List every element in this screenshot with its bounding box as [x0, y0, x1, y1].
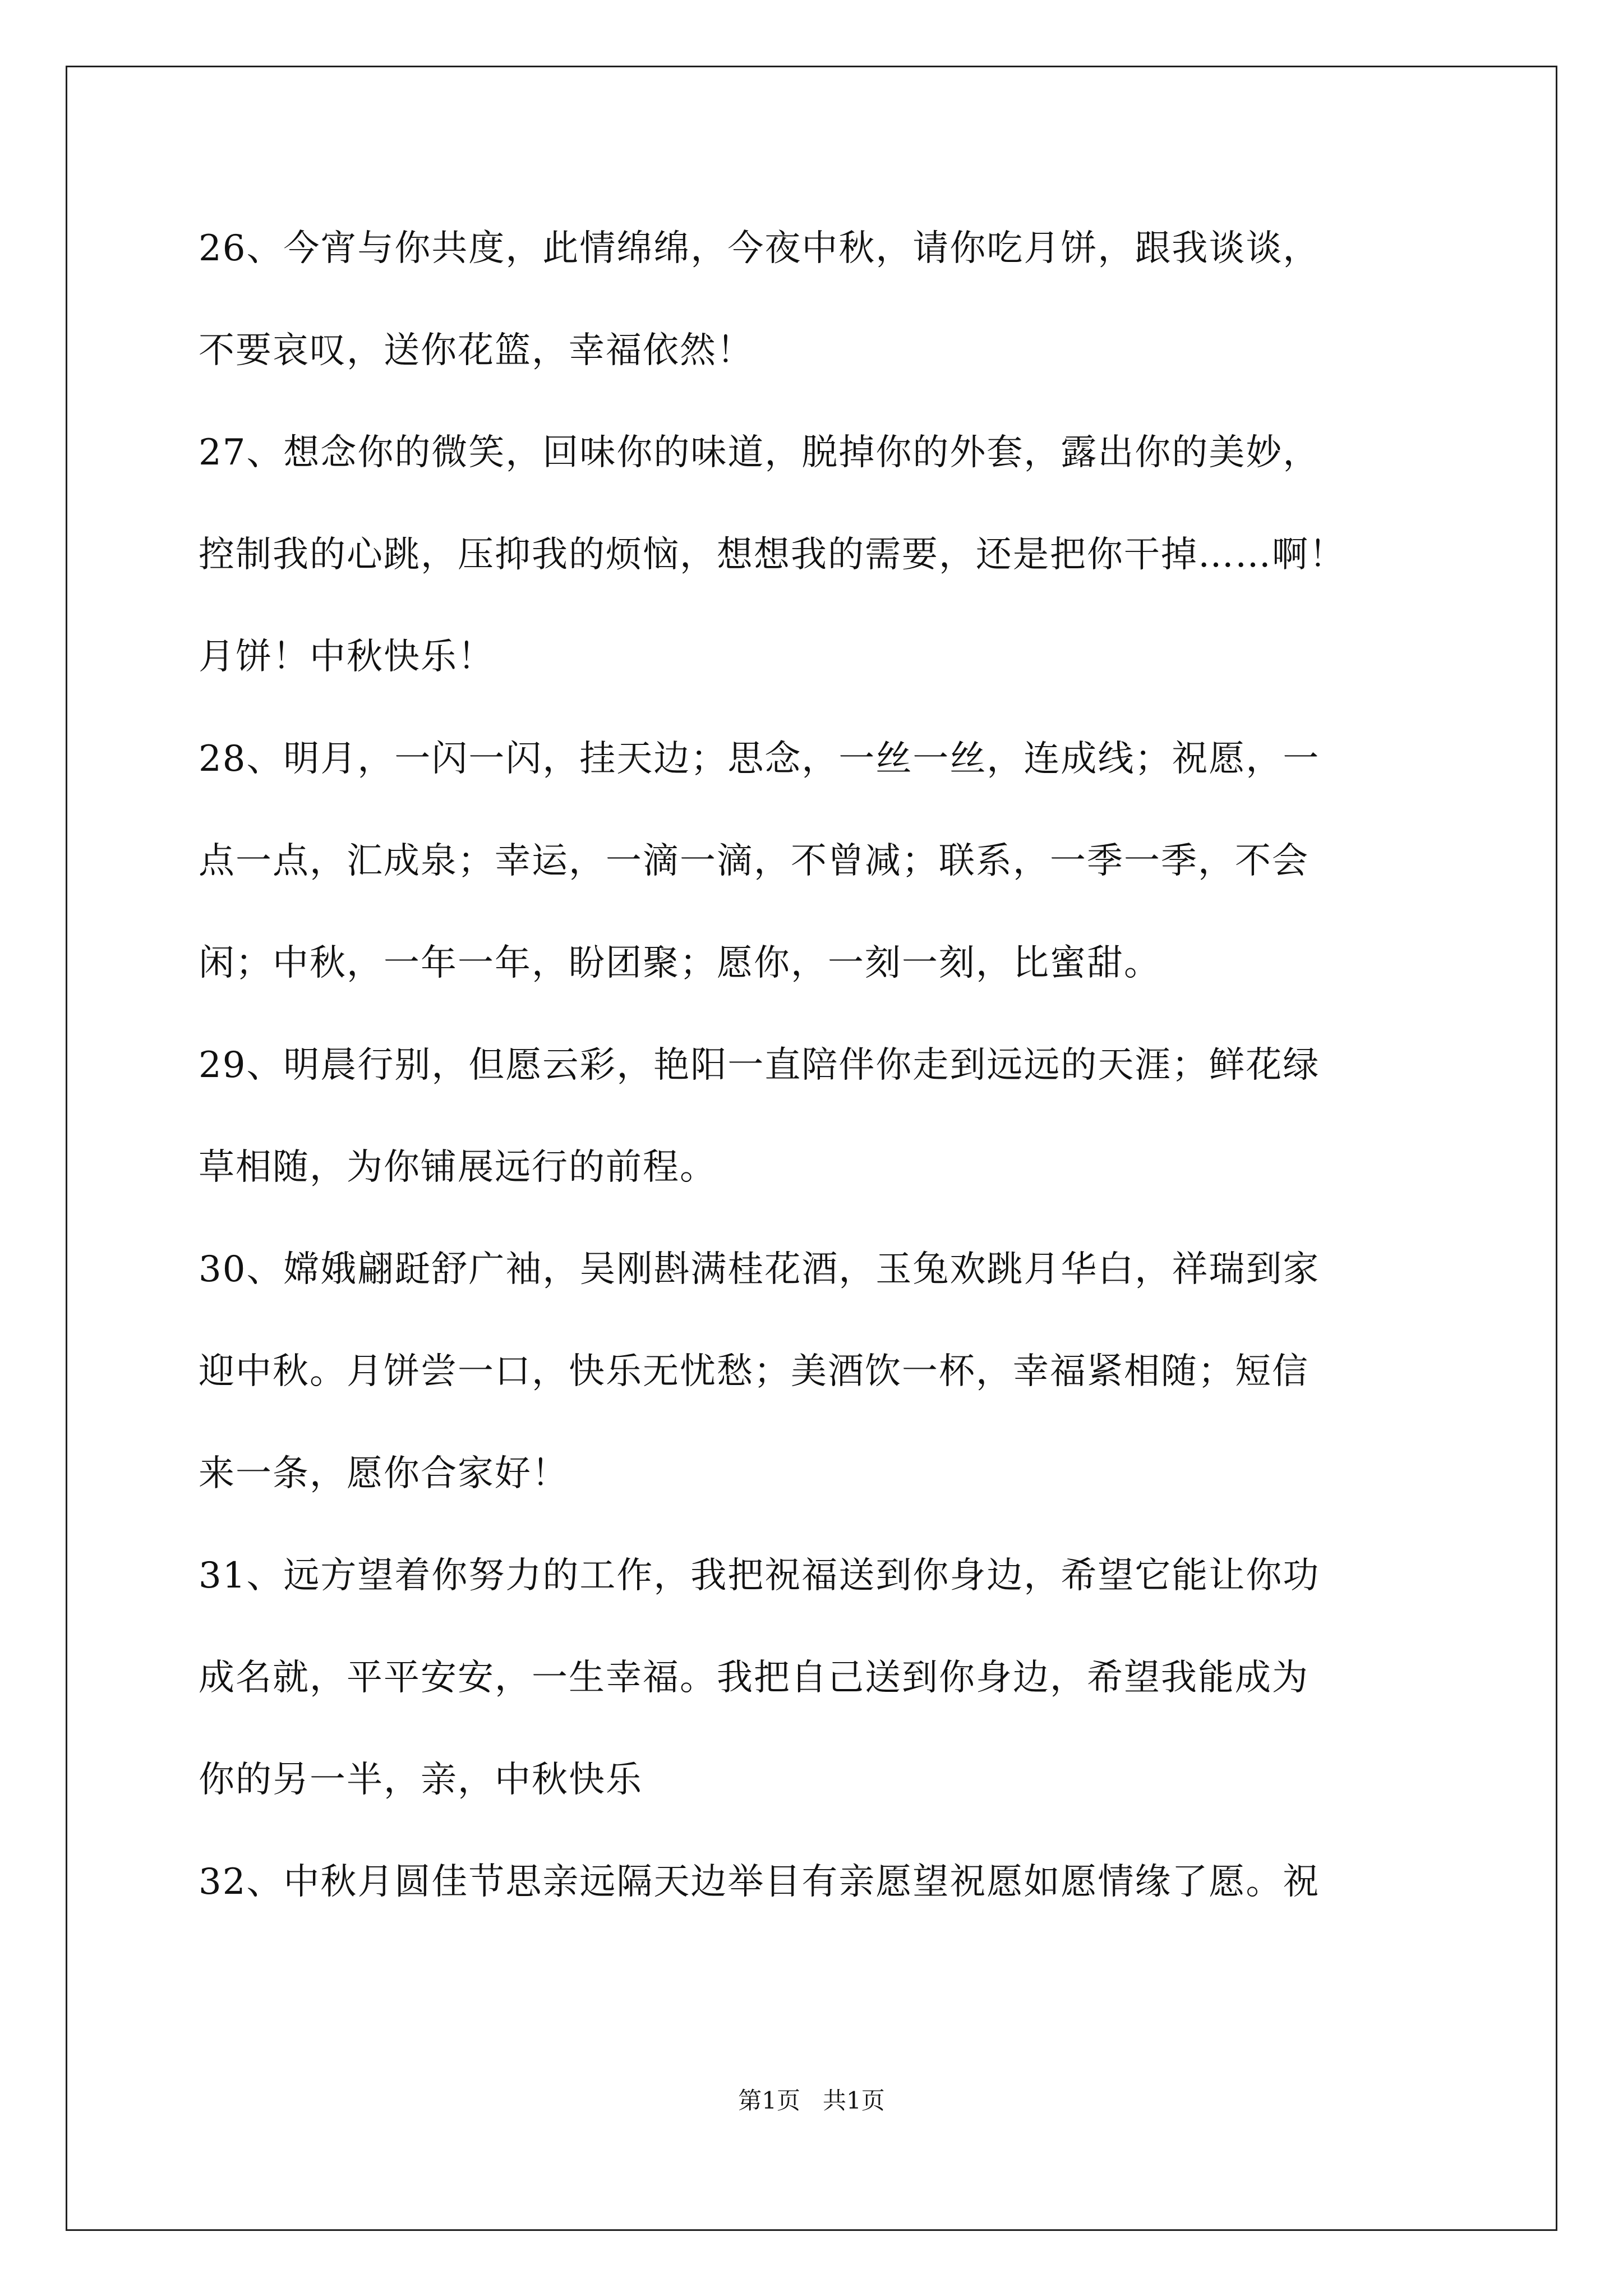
- document-body: [199, 197, 1455, 1933]
- page-number-footer: 第1页 共1页: [738, 2087, 885, 2114]
- text-line: 点一点，汇成泉；幸运，一滴一滴，不曾减；联系，一季一季，不会: [199, 840, 1309, 882]
- text-line: 闲；中秋，一年一年，盼团聚；愿你，一刻一刻，比蜜甜。: [199, 942, 1161, 984]
- text-line: 31、远方望着你努力的工作，我把祝福送到你身边，希望它能让你功: [199, 1555, 1320, 1596]
- text-line: 28、明月，一闪一闪，挂天边；思念，一丝一丝，连成线；祝愿，一: [199, 738, 1320, 780]
- text-line: 32、中秋月圆佳节思亲远隔天边举目有亲愿望祝愿如愿情缘了愿。祝: [199, 1861, 1320, 1903]
- text-line: 草相随，为你铺展远行的前程。: [199, 1147, 717, 1188]
- text-line: 月饼！中秋快乐！: [199, 636, 495, 678]
- text-line: 你的另一半，亲，中秋快乐: [199, 1759, 643, 1801]
- text-line: 26、今宵与你共度，此情绵绵，今夜中秋，请你吃月饼，跟我谈谈，: [199, 228, 1320, 269]
- text-line: 控制我的心跳，压抑我的烦恼，想想我的需要，还是把你干掉……啊！: [199, 534, 1346, 576]
- text-line: 30、嫦娥翩跹舒广袖，吴刚斟满桂花酒，玉兔欢跳月华白，祥瑞到家: [199, 1249, 1320, 1290]
- text-line: 迎中秋。月饼尝一口，快乐无忧愁；美酒饮一杯，幸福紧相随；短信: [199, 1351, 1309, 1392]
- text-line: 成名就，平平安安，一生幸福。我把自己送到你身边，希望我能成为: [199, 1657, 1309, 1699]
- text-line: 来一条，愿你合家好！: [199, 1453, 569, 1494]
- text-line: 27、想念你的微笑，回味你的味道，脱掉你的外套，露出你的美妙，: [199, 432, 1320, 473]
- text-line: 29、明晨行别，但愿云彩，艳阳一直陪伴你走到远远的天涯；鲜花绿: [199, 1045, 1320, 1086]
- text-line: 不要哀叹，送你花篮，幸福依然！: [199, 330, 754, 371]
